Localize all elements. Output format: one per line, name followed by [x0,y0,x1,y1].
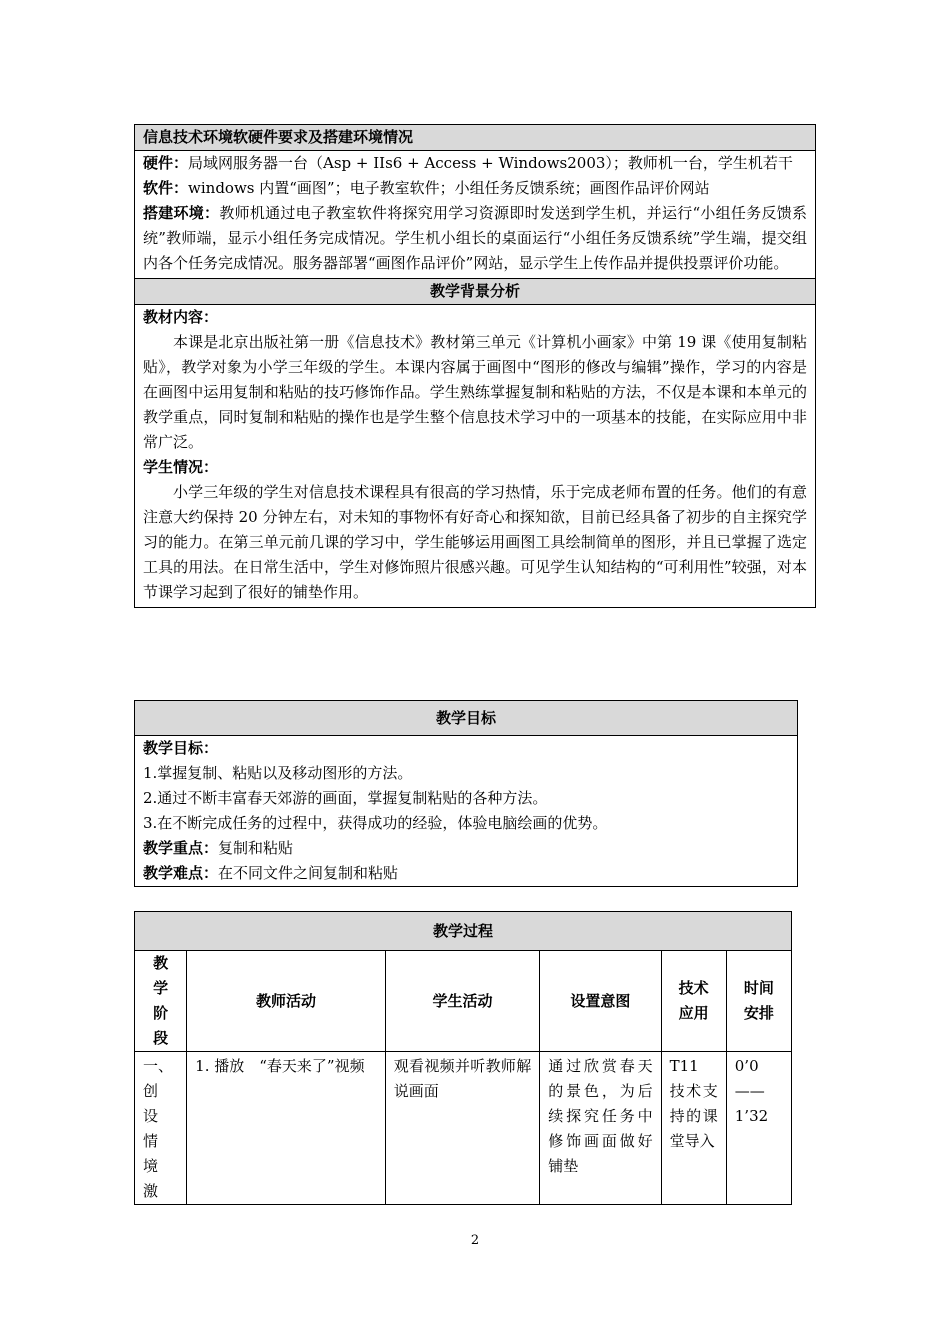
tech-cell: T11 技术支持的课堂导入 [661,1052,726,1205]
setup-label: 搭建环境： [143,204,220,222]
stage-char: 境 [143,1157,159,1175]
col-stage-char: 段 [153,1029,169,1047]
col-stage-char: 学 [153,979,169,997]
stage-cell [135,1052,187,1205]
time-cell [726,1052,791,1205]
col-time-header [726,951,791,1052]
goal-item-2: 2.通过不断丰富春天郊游的画面，掌握复制粘贴的各种方法。 [143,789,548,807]
setup-text: 教师机通过电子教室软件将探究用学习资源即时发送到学生机，并运行“小组任务反馈系统”教师端，显示小组任务完成情况。学生机小组长的桌面运行“小组任务反馈系统”学生端，提交组内各个任务完成情况。服务器部署“画图作品评价”网站，显示学生上传作品并提供投票评价功能。 [143,204,807,272]
stage-char: 情 [143,1132,159,1150]
env-content [135,151,816,279]
setup-line [143,201,807,276]
col-intent-header: 设置意图 [540,951,661,1052]
stage-char: 激 [143,1182,159,1200]
difficulty-text: 在不同文件之间复制和粘贴 [218,864,399,882]
material-text: 本课是北京出版社第一册《信息技术》教材第三单元《计算机小画家》中第 19 课《使用复制粘贴》，教学对象为小学三年级的学生。本课内容属于画图中“图形的修改与编辑”操作，学习的内容是在画图中运用复制和粘贴的技巧修饰作品。学生熟练掌握复制和粘贴的方法，不仅是本课和本单元的教学重点，同时复制和粘贴的操作也是学生整个信息技术学习中的一项基本的技能，在实际应用中非常广泛。 [143,333,807,451]
goals-table [134,700,798,887]
goals-content [135,736,798,887]
col-stage-header [135,951,187,1052]
time-line: —— [734,1082,765,1100]
col-stage-char: 教 [153,954,169,972]
difficulty-label: 教学难点： [143,864,219,882]
process-table [134,911,792,1205]
student-activity-cell: 观看视频并听教师解说画面 [385,1052,539,1205]
col-tech-line: 应用 [678,1004,709,1022]
key-point-text: 复制和粘贴 [218,839,294,857]
process-header: 教学过程 [135,912,792,951]
student-label: 学生情况： [143,458,219,476]
background-header: 教学背景分析 [135,279,816,305]
col-student-header: 学生活动 [385,951,539,1052]
software-label: 软件： [143,179,189,197]
stage-char: 一、 [143,1057,174,1075]
col-tech-header [661,951,726,1052]
background-content [135,305,816,608]
time-line: 1’32 [734,1107,769,1125]
col-stage-char: 阶 [153,1004,169,1022]
col-teacher-header: 教师活动 [187,951,386,1052]
table-row [135,1052,792,1205]
hardware-text: 局域网服务器一台（Asp + IIs6 + Access + Windows2003）；教师机一台，学生机若干 [188,154,793,172]
difficulty-line [143,861,789,886]
intent-cell: 通过欣赏春天的景色，为后续探究任务中修饰画面做好铺垫 [540,1052,661,1205]
col-time-line: 安排 [743,1004,774,1022]
hardware-label: 硬件： [143,154,189,172]
stage-char: 设 [143,1107,159,1125]
col-time-line: 时间 [743,979,774,997]
student-text: 小学三年级的学生对信息技术课程具有很高的学习热情，乐于完成老师布置的任务。他们的有意注意大约保持 20 分钟左右，对未知的事物怀有好奇心和探知欲，目前已经具备了初步的自主探究学习的能力。在第三单元前几课的学习中，学生能够运用画图工具绘制简单的图形，并且已掌握了选定工具的用法。在日常生活中，学生对修饰照片很感兴趣。可见学生认知结构的“可利用性”较强，对本节课学习起到了很好的铺垫作用。 [143,483,807,601]
teacher-activity-cell: 1. 播放 “春天来了”视频 [187,1052,386,1205]
col-tech-line: 技术 [678,979,709,997]
goals-label: 教学目标： [143,739,219,757]
env-header: 信息技术环境软硬件要求及搭建环境情况 [135,125,816,151]
key-point-label: 教学重点： [143,839,219,857]
stage-char: 创 [143,1082,159,1100]
material-label: 教材内容： [143,308,219,326]
goal-item-1: 1.掌握复制、粘贴以及移动图形的方法。 [143,764,413,782]
key-point-line [143,836,789,861]
goal-item-3: 3.在不断完成任务的过程中，获得成功的经验，体验电脑绘画的优势。 [143,814,608,832]
goals-header: 教学目标 [135,701,798,736]
page-number: 2 [470,1233,480,1248]
time-line: 0’0 [734,1057,759,1075]
software-line [143,176,807,201]
hardware-line [143,151,807,176]
software-text: windows 内置“画图”；电子教室软件；小组任务反馈系统；画图作品评价网站 [188,179,710,197]
environment-background-table [134,124,816,608]
